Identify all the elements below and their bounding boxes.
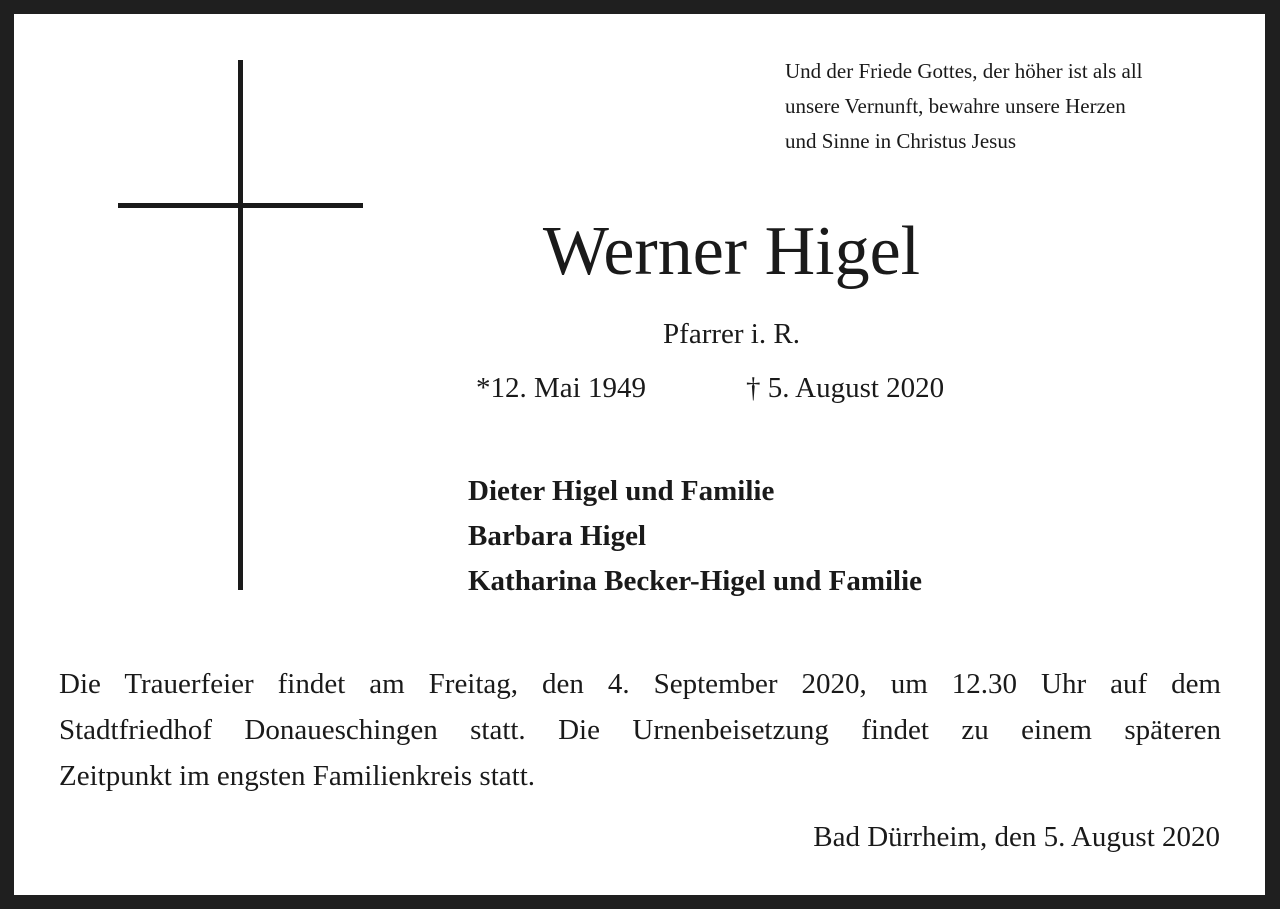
funeral-notice bbox=[59, 661, 1221, 799]
deceased-name: Werner Higel bbox=[542, 213, 921, 290]
mourners-list bbox=[468, 469, 922, 604]
cross-vertical-bar bbox=[238, 60, 243, 590]
obituary-card bbox=[14, 14, 1265, 895]
funeral-notice-line: Zeitpunkt im engsten Familienkreis statt. bbox=[59, 760, 536, 792]
birth-date: *12. Mai 1949 bbox=[476, 372, 646, 404]
verse-line: und Sinne in Christus Jesus bbox=[785, 129, 1017, 153]
bible-verse bbox=[785, 54, 1245, 159]
deceased-title: Pfarrer i. R. bbox=[663, 318, 800, 350]
mourner-item: Katharina Becker-Higel und Familie bbox=[468, 565, 923, 597]
mourner-item: Dieter Higel und Familie bbox=[468, 475, 775, 507]
death-date: † 5. August 2020 bbox=[746, 372, 945, 404]
place-and-date: Bad Dürrheim, den 5. August 2020 bbox=[813, 821, 1220, 853]
funeral-notice-line: Die Trauerfeier findet am Freitag, den 4. September 2020, um 12.30 Uhr auf dem bbox=[59, 668, 1221, 700]
funeral-notice-line: Stadtfriedhof Donaueschingen statt. Die Urnenbeisetzung findet zu einem späteren bbox=[59, 714, 1221, 746]
verse-line: unsere Vernunft, bewahre unsere Herzen bbox=[785, 94, 1126, 118]
cross-horizontal-bar bbox=[118, 203, 363, 208]
verse-line: Und der Friede Gottes, der höher ist als all bbox=[785, 59, 1143, 83]
mourner-item: Barbara Higel bbox=[468, 520, 647, 552]
